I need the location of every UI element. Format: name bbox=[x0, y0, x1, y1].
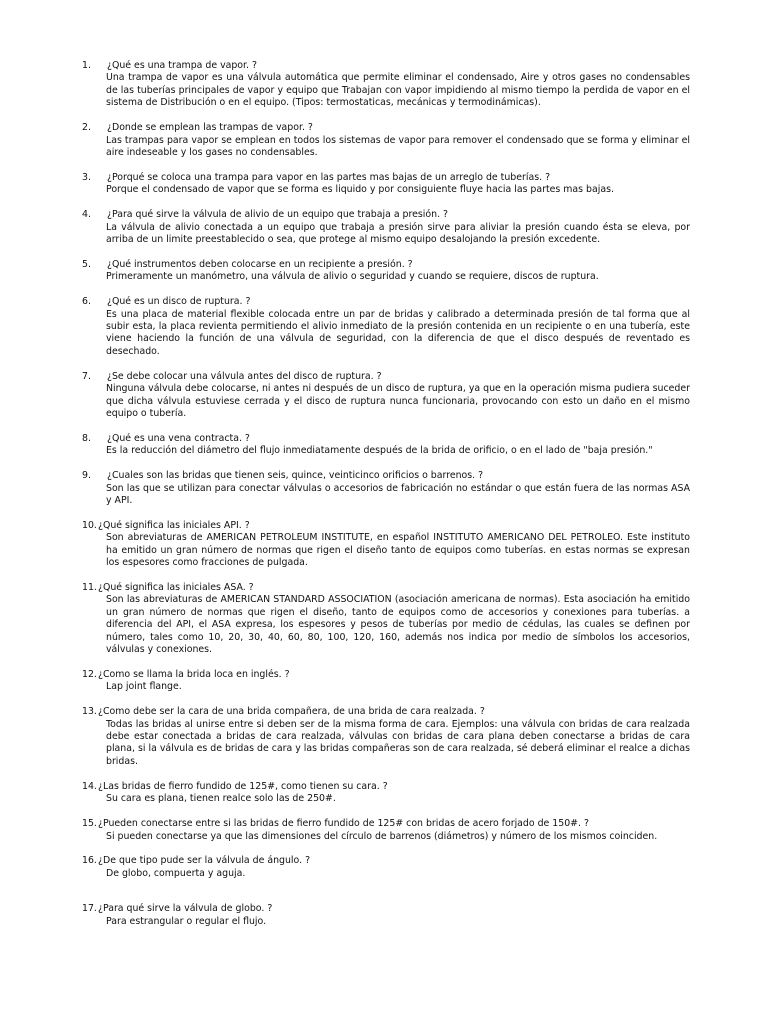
qa-item bbox=[0, 296, 768, 358]
answer: Para estrangular o regular el flujo. bbox=[106, 915, 267, 927]
qa-item bbox=[0, 582, 768, 656]
question: ¿Se debe colocar una válvula antes del disco de ruptura. ? bbox=[107, 370, 382, 382]
qa-item bbox=[0, 60, 768, 110]
answer: Son las abreviaturas de AMERICAN STANDARD ASSOCIATION (asociación americana de normas). Esta asociación ha emitido un gran número de normas que rigen el diseño, tanto de equipos como de accesorios y conexiones para tuberías. a diferencia del API, el ASA expresa, los espesores y pesos de tuberías por medio de cédulas, las cuales se definen por número, tales como 10, 20, 30, 40, 60, 80, 100, 120, 160, además nos indica por medio de símbolos los accesorios, válvulas y conexiones. bbox=[106, 594, 690, 656]
question: ¿Como se llama la brida loca en inglés. ? bbox=[98, 668, 290, 680]
item-number: 11. bbox=[82, 582, 97, 593]
question: ¿Las bridas de fierro fundido de 125#, como tienen su cara. ? bbox=[98, 780, 388, 792]
item-number: 17. bbox=[82, 903, 97, 915]
item-number: 2. bbox=[82, 122, 91, 134]
item-number: 15. bbox=[82, 818, 97, 830]
question: ¿Porqué se coloca una trampa para vapor en las partes mas bajas de un arreglo de tuberías. ? bbox=[107, 171, 551, 183]
qa-item bbox=[0, 259, 768, 284]
qa-item bbox=[0, 706, 768, 768]
answer: Ninguna válvula debe colocarse, ni antes ni después de un disco de ruptura, ya que en la operación misma pudiera suceder que dicha válvula estuviese cerrada y el disco de ruptura nunca funcionaria, provocando con esto un daño en el mismo equipo o tubería. bbox=[106, 383, 690, 419]
item-number: 9. bbox=[82, 470, 91, 482]
item-number: 10. bbox=[82, 519, 97, 531]
qa-item bbox=[0, 669, 768, 694]
qa-item bbox=[0, 855, 768, 880]
answer: Todas las bridas al unirse entre si deben ser de la misma forma de cara. Ejemplos: una válvula con bridas de cara realzada debe estar conectada a bridas de cara realzada, válvulas con bridas de cara plana deben conectarse a bridas de cara plana, si la válvula es de bridas de cara y las bridas compañeras son de cara realzada, sé deberá eliminar el realce a dichas bridas. bbox=[106, 718, 690, 767]
qa-item bbox=[0, 818, 768, 843]
item-number: 4. bbox=[82, 209, 91, 221]
qa-item bbox=[0, 209, 768, 246]
qa-item bbox=[0, 781, 768, 806]
answer: Son las que se utilizan para conectar válvulas o accesorios de fabricación no estándar o que están fuera de las normas ASA y API. bbox=[106, 482, 690, 506]
answer: Su cara es plana, tienen realce solo las de 250#. bbox=[106, 793, 336, 805]
answer: Una trampa de vapor es una válvula automática que permite eliminar el condensado, Aire y otros gases no condensables de las tuberías principales de vapor y equipo que Trabajan con vapor impidiendo al mismo tiempo la perdida de vapor en el sistema de Distribución o en el equipo. (Tipos: termostaticas, mecánicas y termodinámicas). bbox=[106, 72, 690, 109]
item-number: 8. bbox=[82, 432, 91, 444]
answer: Lap joint flange. bbox=[106, 681, 182, 693]
answer: Primeramente un manómetro, una válvula de alivio o seguridad y cuando se requiere, discos de ruptura. bbox=[106, 271, 599, 283]
item-number: 13. bbox=[82, 706, 97, 718]
question: ¿Qué es una vena contracta. ? bbox=[107, 432, 250, 444]
answer: Son abreviaturas de AMERICAN PETROLEUM INSTITUTE, en español INSTITUTO AMERICANO DEL PETROLEO. Este instituto ha emitido un gran número de normas que rigen el diseño tanto de equipos como tuberías. en estas normas se expresan los espesores como fracciones de pulgada. bbox=[106, 532, 690, 569]
document-page bbox=[0, 60, 768, 941]
qa-item bbox=[0, 172, 768, 197]
item-number: 6. bbox=[82, 296, 91, 308]
question: ¿Para qué sirve la válvula de globo. ? bbox=[98, 903, 273, 915]
answer: Las trampas para vapor se emplean en todos los sistemas de vapor para remover el condensado que se forma y eliminar el aire indeseable y los gases no condensables. bbox=[106, 134, 690, 158]
qa-item bbox=[0, 122, 768, 159]
item-number: 16. bbox=[82, 855, 97, 867]
question: ¿De que tipo pude ser la válvula de ángulo. ? bbox=[98, 855, 311, 867]
item-number: 5. bbox=[82, 258, 91, 270]
question: ¿Cuales son las bridas que tienen seis, quince, veinticinco orificios o barrenos. ? bbox=[107, 470, 484, 482]
answer: Porque el condensado de vapor que se forma es liquido y por consiguiente fluye hacia las partes mas bajas. bbox=[106, 184, 614, 196]
qa-item bbox=[0, 433, 768, 458]
question: ¿Qué es una trampa de vapor. ? bbox=[107, 60, 257, 71]
item-number: 1. bbox=[82, 60, 91, 71]
question: ¿Qué significa las iniciales API. ? bbox=[98, 519, 250, 531]
question: ¿Pueden conectarse entre si las bridas de fierro fundido de 125# con bridas de acero forjado de 150#. ? bbox=[98, 818, 589, 830]
qa-item bbox=[0, 470, 768, 507]
item-number: 3. bbox=[82, 171, 91, 183]
answer: De globo, compuerta y aguja. bbox=[106, 867, 246, 879]
item-number: 14. bbox=[82, 780, 97, 792]
question: ¿Qué instrumentos deben colocarse en un recipiente a presión. ? bbox=[107, 258, 413, 270]
question: ¿Donde se emplean las trampas de vapor. ? bbox=[107, 122, 313, 134]
answer: Es la reducción del diámetro del flujo inmediatamente después de la brida de orificio, o en el lado de "baja presión." bbox=[106, 445, 653, 457]
item-number: 7. bbox=[82, 370, 91, 382]
answer: La válvula de alivio conectada a un equipo que trabaja a presión sirve para aliviar la presión cuando ésta se eleva, por arriba de un limite preestablecido o sea, que protege al mismo equipo desalojando la presión excedente. bbox=[106, 221, 690, 245]
qa-item bbox=[0, 371, 768, 421]
question: ¿Qué significa las iniciales ASA. ? bbox=[98, 582, 254, 593]
question: ¿Como debe ser la cara de una brida compañera, de una brida de cara realzada. ? bbox=[98, 706, 485, 718]
qa-item bbox=[0, 903, 768, 928]
answer: Es una placa de material flexible colocada entre un par de bridas y calibrado a determinada presión de tal forma que al subir esta, la placa revienta permitiendo el alivio inmediato de la presión contenida en un recipiente o en una tubería, este viene haciendo la función de una válvula de seguridad, con la diferencia de que el disco después de reventado es desechado. bbox=[106, 308, 690, 357]
answer: Si pueden conectarse ya que las dimensiones del círculo de barrenos (diámetros) y número de los mismos coinciden. bbox=[106, 830, 658, 842]
question: ¿Qué es un disco de ruptura. ? bbox=[107, 296, 251, 308]
qa-item bbox=[0, 520, 768, 570]
item-number: 12. bbox=[82, 668, 97, 680]
question: ¿Para qué sirve la válvula de alivio de un equipo que trabaja a presión. ? bbox=[107, 209, 449, 221]
